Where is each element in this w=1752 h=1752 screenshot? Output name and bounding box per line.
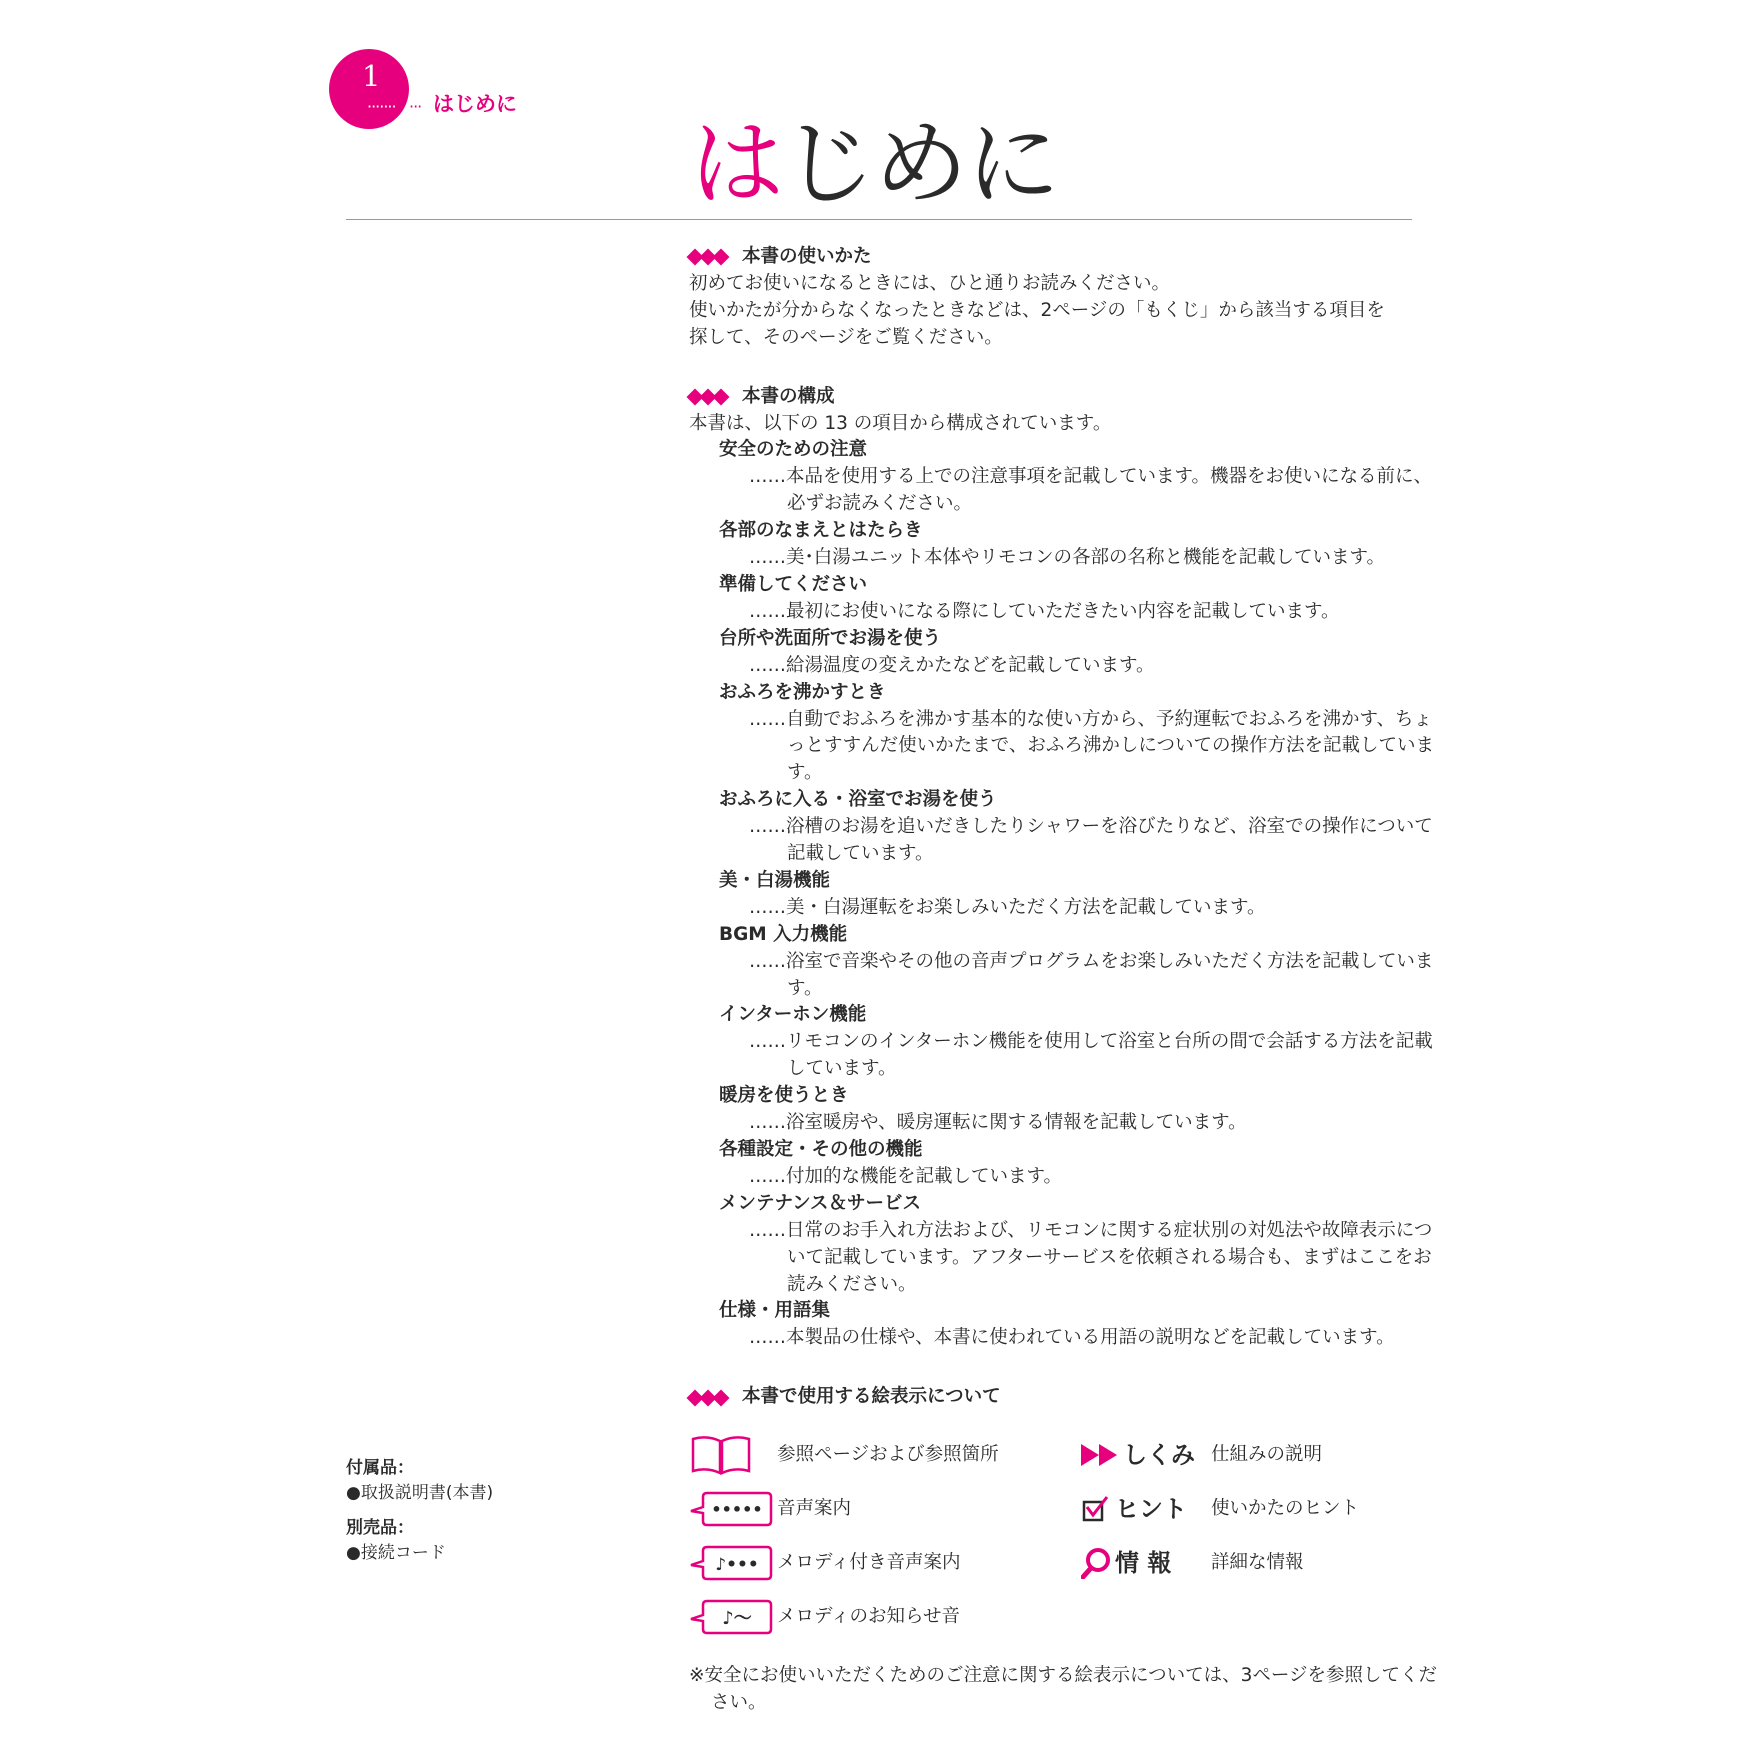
safety-icons-note: ※安全にお使いいただくためのご注意に関する絵表示については、3ページを参照してください。 — [689, 1665, 1438, 1714]
title-rule — [346, 219, 1412, 220]
badge-leader-dots: ······· — [367, 97, 396, 116]
accessories-item: ●取扱説明書(本書) — [346, 1483, 494, 1503]
accessories-heading: 付属品： — [346, 1458, 414, 1478]
section-heading-usage: 本書の使いかた — [689, 244, 1429, 271]
svg-text:♪•••: ♪••• — [715, 1555, 759, 1576]
diamond-bullets-icon — [689, 1392, 728, 1404]
structure-item-desc: ……本品を使用する上での注意事項を記載しています。機器をお使いになる前に、必ずお読みください。 — [749, 466, 1433, 515]
usage-line: 探して、そのページをご覧ください。 — [689, 326, 1003, 348]
structure-item-title: 各部のなまえとはたらき — [719, 520, 923, 542]
legend-row — [1081, 1487, 1359, 1531]
voice-bubble-icon — [689, 1487, 777, 1531]
structure-item-title: 暖房を使うとき — [719, 1085, 849, 1107]
structure-item-title: 美・白湯機能 — [719, 869, 831, 891]
mechanism-label: しくみ — [1123, 1440, 1195, 1469]
structure-item-desc: ……付加的な機能を記載しています。 — [749, 1165, 1063, 1187]
structure-item-title: メンテナンス＆サービス — [719, 1192, 922, 1214]
legend-text: メロディ付き音声案内 — [777, 1551, 961, 1573]
chapter-number: 1 — [362, 59, 381, 93]
main-content — [689, 244, 1438, 1717]
structure-item-desc: ……浴室で音楽やその他の音声プログラムをお楽しみいただく方法を記載しています。 — [749, 950, 1434, 999]
legend-text: 使いかたのヒント — [1211, 1497, 1360, 1519]
melody-chime-bubble-icon — [689, 1595, 777, 1639]
info-magnifier-icon — [1081, 1541, 1211, 1585]
legend-row — [689, 1541, 961, 1585]
structure-item-desc: ……本製品の仕様や、本書に使われている用語の説明などを記載しています。 — [749, 1327, 1395, 1349]
mechanism-arrows-icon — [1081, 1433, 1211, 1477]
structure-item-title: 仕様・用語集 — [719, 1300, 831, 1322]
structure-item-title: 台所や洗面所でお湯を使う — [719, 627, 942, 649]
legend-row — [689, 1487, 851, 1531]
section-heading-icons: 本書で使用する絵表示について — [689, 1384, 1429, 1411]
sidebar — [346, 1456, 493, 1566]
icon-legend — [689, 1433, 1429, 1659]
structure-item-title: 安全のための注意 — [719, 439, 868, 461]
structure-intro: 本書は、以下の 13 の項目から構成されています。 — [689, 412, 1112, 434]
melody-voice-bubble-icon — [689, 1541, 777, 1585]
legend-text: メロディのお知らせ音 — [777, 1605, 960, 1627]
structure-item-desc: ……日常のお手入れ方法および、リモコンに関する症状別の対処法や故障表示について記載しています。アフターサービスを依頼される場合も、まずはここをお読みください。 — [749, 1219, 1433, 1295]
hint-checkbox-icon — [1081, 1487, 1211, 1531]
structure-item-desc: ……最初にお使いになる際にしていただきたい内容を記載しています。 — [749, 600, 1340, 622]
usage-line: 使いかたが分からなくなったときなどは、2ページの「もくじ」から該当する項目を — [689, 299, 1385, 321]
structure-item-desc: ……浴室暖房や、暖房運転に関する情報を記載しています。 — [749, 1112, 1247, 1134]
structure-item-desc: ……浴槽のお湯を追いだきしたりシャワーを浴びたりなど、浴室での操作について記載しています。 — [749, 816, 1433, 865]
diamond-bullets-icon — [689, 391, 728, 403]
structure-item-title: 準備してください — [719, 573, 868, 595]
legend-text: 詳細な情報 — [1211, 1551, 1304, 1573]
legend-row — [689, 1433, 999, 1477]
sold-separately-heading: 別売品： — [346, 1518, 414, 1538]
legend-row — [1081, 1541, 1304, 1585]
structure-item-title: インターホン機能 — [719, 1004, 867, 1026]
structure-item-title: おふろに入る・浴室でお湯を使う — [719, 789, 997, 811]
legend-text: 音声案内 — [777, 1497, 852, 1519]
info-label: 情 報 — [1115, 1548, 1172, 1577]
section-heading-structure: 本書の構成 — [689, 384, 1429, 411]
svg-text:•••••: ••••• — [711, 1500, 763, 1520]
structure-item-desc: ……リモコンのインターホン機能を使用して浴室と台所の間で会話する方法を記載しています。 — [749, 1031, 1433, 1080]
legend-text: 仕組みの説明 — [1211, 1443, 1323, 1465]
structure-item-title: BGM 入力機能 — [719, 923, 848, 945]
sold-separately-item: ●接続コード — [346, 1543, 446, 1563]
diamond-bullets-icon — [689, 251, 728, 263]
structure-item-desc: ……自動でおふろを沸かす基本的な使い方から、予約運転でおふろを沸かす、ちょっとすすんだ使いかたまで、おふろ沸かしについての操作方法を記載しています。 — [749, 708, 1434, 784]
legend-row — [689, 1595, 960, 1639]
hint-label: ヒント — [1115, 1494, 1187, 1523]
structure-item-desc: ……美・白湯運転をお楽しみいただく方法を記載しています。 — [749, 896, 1266, 918]
structure-item-desc: ……給湯温度の変えかたなどを記載しています。 — [749, 654, 1155, 676]
structure-item-desc: ……美･白湯ユニット本体やリモコンの各部の名称と機能を記載しています。 — [749, 547, 1386, 569]
legend-row — [1081, 1433, 1322, 1477]
book-icon — [689, 1433, 777, 1477]
structure-item-title: おふろを沸かすとき — [719, 681, 886, 703]
page-title: はじめに — [690, 110, 1059, 219]
chapter-label: はじめに — [433, 92, 517, 116]
legend-text: 参照ページおよび参照箇所 — [777, 1443, 999, 1465]
badge-leader-dots-pink: ··· — [409, 97, 422, 116]
svg-text:♪〜: ♪〜 — [722, 1608, 752, 1630]
usage-line: 初めてお使いになるときには、ひと通りお読みください。 — [689, 272, 1171, 294]
structure-item-title: 各種設定・その他の機能 — [719, 1139, 923, 1160]
